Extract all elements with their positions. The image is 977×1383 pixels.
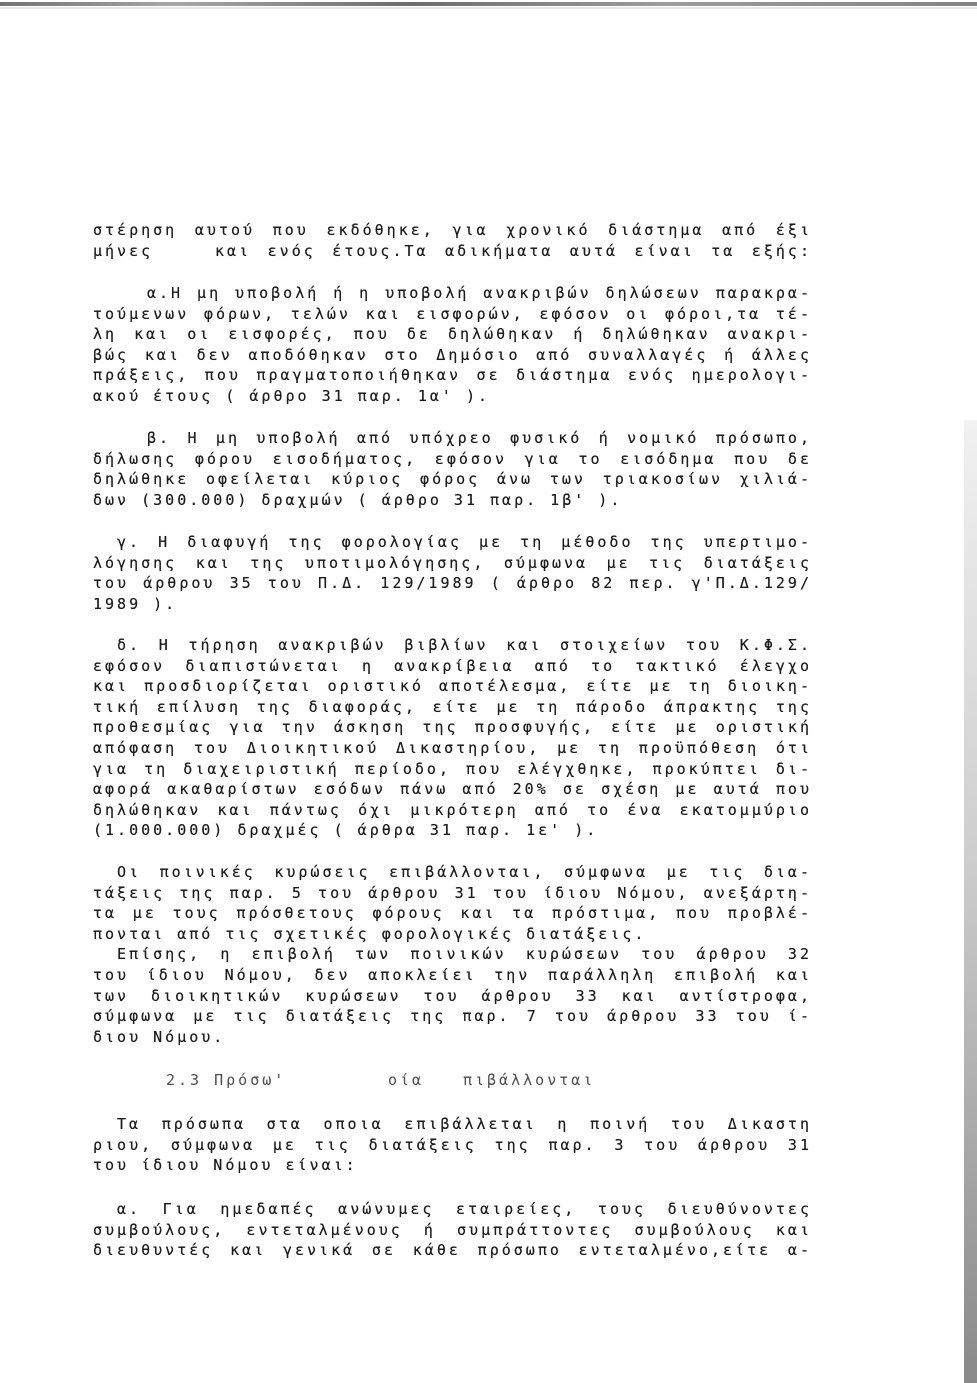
text-fragment: μήνες [93, 241, 154, 260]
text-line: τούμενων φόρων, τελών και εισφορών, εφόσον οι φόροι,τα τέ- [93, 304, 812, 323]
text-line: τα με τους πρόσθετους φόρους και τα πρόστιμα, που προβλέ- [93, 904, 812, 923]
persons-item-a [93, 1199, 812, 1261]
text-fragment: και ενός έτους.Τα αδικήματα αυτά είναι τα εξής: [215, 241, 812, 260]
text-line: τική επίλυση της διαφοράς, είτε με τη πάροδο άπρακτης της [93, 697, 812, 716]
offence-item-a [93, 283, 812, 407]
text-line: απόφαση του Διοικητικού Δικαστηρίου, με τη προϋπόθεση ότι [93, 738, 812, 757]
text-line: ακού έτους ( άρθρο 31 παρ. 1α' ). [93, 386, 491, 405]
text-line: ριου, σύμφωνα με τις διατάξεις της παρ. 3 του άρθρου 31 [93, 1135, 812, 1154]
text-line: διου Νόμου. [93, 1027, 226, 1046]
text-line: 1989 ). [93, 594, 178, 613]
text-line: δ. Η τήρηση ανακριβών βιβλίων και στοιχείων του Κ.Φ.Σ. [117, 636, 812, 654]
text-line: δηλώθηκαν και πάντως όχι μικρότερη από το ένα εκατομμύριο [93, 800, 812, 819]
text-line: β. Η μη υποβολή από υπόχρεο φυσικό ή νομικό πρόσωπο, [147, 429, 812, 447]
offence-item-c [93, 532, 812, 614]
text-line: συμβούλους, εντεταλμένους ή συμπράττοντες συμβούλους και [93, 1220, 812, 1239]
scan-top-shadow [0, 7, 977, 9]
text-line: των διοικητικών κυρώσεων του άρθρου 33 και αντίστροφα, [93, 986, 812, 1005]
text-line: πονται από τις σχετικές φορολογικές διατάξεις. [93, 924, 647, 943]
scan-top-edge [0, 2, 977, 6]
text-line: Τα πρόσωπα στα οποια επιβάλλεται η ποινή του Δικαστη [117, 1115, 812, 1133]
text-line: του άρθρου 35 του Π.Δ. 129/1989 ( άρθρο 82 περ. γ'Π.Δ.129/ [93, 574, 812, 593]
text-line: στέρηση αυτού που εκδόθηκε, για χρονικό διάστημα από έξι [93, 221, 812, 239]
text-line: δων (300.000) δραχμών ( άρθρο 31 παρ. 1β' ). [93, 490, 623, 509]
offence-item-b [93, 428, 812, 510]
text-line: αφορά ακαθαρίστων εσόδων πάνω από 20% σε σχέση με αυτά που [93, 780, 812, 799]
text-line: βώς και δεν αποδόθηκαν στο Δημόσιο από συναλλαγές ή άλλες [93, 345, 812, 364]
text-line: Οι ποινικές κυρώσεις επιβάλλονται, σύμφωνα με τις δια- [117, 863, 812, 881]
text-line: του ίδιου Νόμου είναι: [93, 1156, 358, 1175]
text-line: σύμφωνα με τις διατάξεις της παρ. 7 του άρθρου 33 του ί- [93, 1007, 812, 1026]
text-line: προθεσμίας για την άσκηση της προσφυγής, είτε με οριστική [93, 718, 812, 737]
text-line: τάξεις της παρ. 5 του άρθρου 31 του ίδιου Νόμου, ανεξάρτη- [93, 883, 812, 902]
text-line: εφόσον διαπιστώνεται η ανακρίβεια από το τακτικό έλεγχο [93, 656, 812, 675]
text-line: του ίδιου Νόμου, δεν αποκλείει την παράλληλη επιβολή και [93, 965, 812, 984]
text-line [93, 241, 812, 262]
text-line: Επίσης, η επιβολή των ποινικών κυρώσεων του άρθρου 32 [117, 945, 812, 964]
intro-paragraph [93, 220, 812, 261]
text-line: διευθυντές και γενικά σε κάθε πρόσωπο εντεταλμένο,είτε α- [93, 1241, 812, 1260]
offence-item-d [93, 635, 812, 841]
text-line: λη και οι εισφορές, που δε δηλώθηκαν ή δηλώθηκαν ανακρι- [93, 325, 812, 344]
scan-right-edge [964, 420, 977, 1383]
text-line: πράξεις, που πραγματοποιήθηκαν σε διάστημα ενός ημερολογι- [93, 366, 812, 385]
text-line: δήλωσης φόρου εισοδήματος, εφόσον για το εισόδημα που δε [93, 449, 812, 468]
persons-intro-paragraph [93, 1114, 812, 1176]
section-heading-part: 2.3 Πρόσω' [166, 1071, 287, 1089]
text-line: για τη διαχειριστική περίοδο, που ελέγχθηκε, προκύπτει δι- [93, 759, 812, 778]
text-line: (1.000.000) δραχμές ( άρθρα 31 παρ. 1ε' ). [93, 821, 599, 840]
text-line: λόγησης και της υποτιμολόγησης, σύμφωνα με τις διατάξεις [93, 553, 812, 572]
text-line: α. Για ημεδαπές ανώνυμες εταιρείες, τους διευθύνοντες [117, 1200, 812, 1218]
text-line: και προσδιορίζεται οριστικό αποτέλεσμα, είτε με τη διοικη- [93, 677, 812, 696]
section-heading-part: πιβάλλονται [463, 1071, 596, 1089]
section-heading-part: οία [388, 1071, 425, 1089]
text-line: δηλώθηκε οφείλεται κύριος φόρος άνω των τριακοσίων χιλιά- [93, 470, 812, 489]
text-line: α.Η μη υποβολή ή η υποβολή ανακριβών δηλώσεων παρακρα- [147, 284, 812, 302]
penalties-paragraph [93, 862, 812, 1047]
text-line: γ. Η διαφυγή της φορολογίας με τη μέθοδο της υπερτιμο- [117, 533, 812, 551]
